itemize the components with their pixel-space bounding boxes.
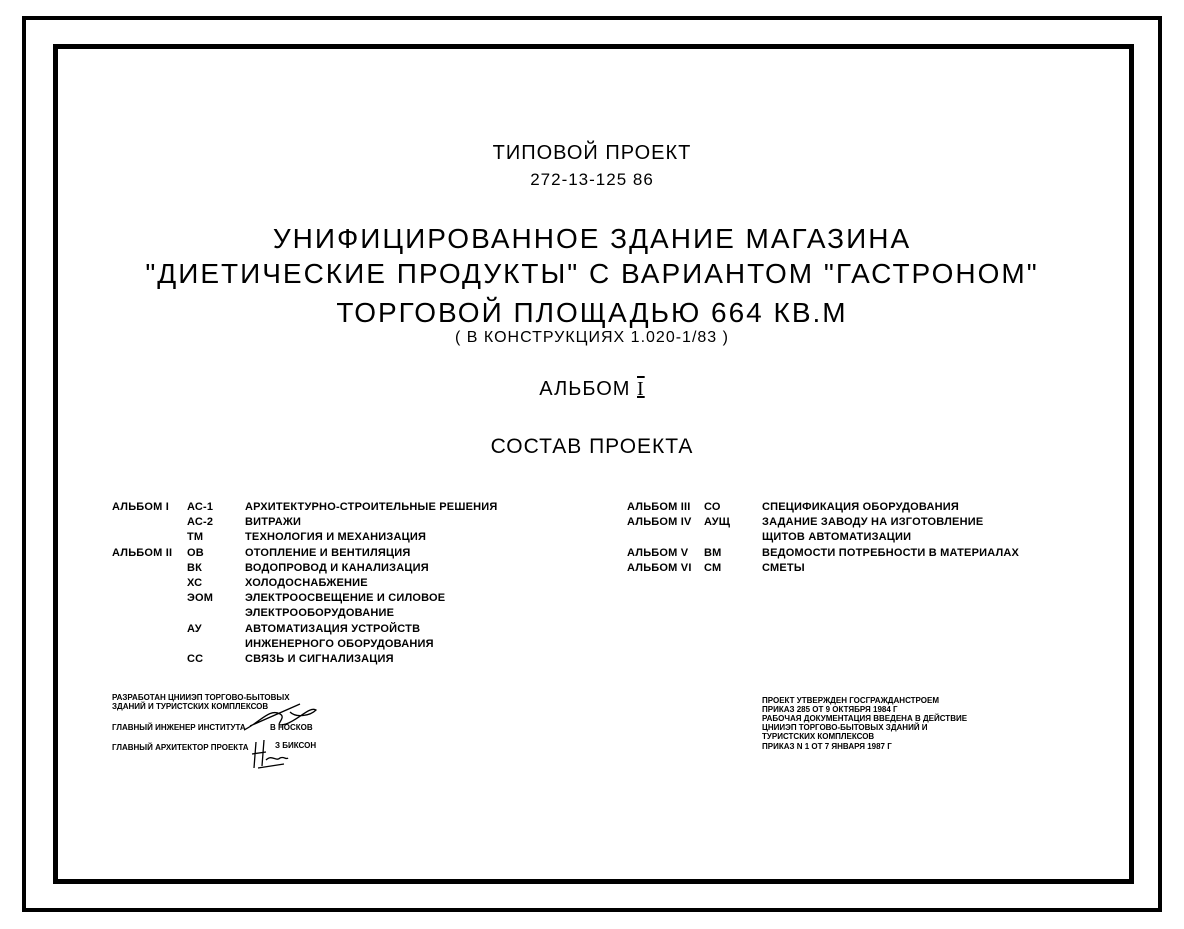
- composition-right-code: СМ: [704, 561, 722, 574]
- constructions-note: ( В КОНСТРУКЦИЯХ 1.020-1/83 ): [455, 329, 729, 346]
- approval-line-1: ПРОЕКТ УТВЕРЖДЕН ГОСГРАЖДАНСТРОЕМ: [762, 696, 939, 705]
- developer-line-1: РАЗРАБОТАН ЦНИИЭП ТОРГОВО-БЫТОВЫХ: [112, 693, 290, 702]
- composition-right-album: АЛЬБОМ VI: [627, 561, 692, 574]
- composition-left-code: ОВ: [187, 546, 204, 559]
- engineer-signature-icon: [240, 700, 320, 736]
- title-line-1: УНИФИЦИРОВАННОЕ ЗДАНИЕ МАГАЗИНА: [272, 223, 912, 254]
- composition-right-album: АЛЬБОМ IV: [627, 516, 692, 529]
- album-numeral: I: [637, 378, 645, 400]
- composition-left-desc: ТЕХНОЛОГИЯ И МЕХАНИЗАЦИЯ: [245, 531, 427, 544]
- composition-right-album: АЛЬБОМ III: [627, 501, 691, 513]
- composition-left-code: СС: [187, 653, 204, 665]
- composition-right-desc: СПЕЦИФИКАЦИЯ ОБОРУДОВАНИЯ: [762, 501, 959, 513]
- composition-left-desc: ХОЛОДОСНАБЖЕНИЕ: [245, 577, 368, 589]
- composition-left-desc: СВЯЗЬ И СИГНАЛИЗАЦИЯ: [245, 653, 394, 665]
- chief-architect-name: З БИКСОН: [275, 741, 317, 750]
- composition-right-code: ВМ: [704, 546, 722, 559]
- composition-left-desc: ВИТРАЖИ: [245, 516, 302, 529]
- composition-right-code: АУЩ: [704, 516, 731, 529]
- composition-left-desc: ОТОПЛЕНИЕ И ВЕНТИЛЯЦИЯ: [245, 546, 411, 559]
- composition-left-code: АС-2: [187, 516, 214, 529]
- developer-line-2: ЗДАНИЙ И ТУРИСТСКИХ КОМПЛЕКСОВ: [112, 702, 269, 711]
- composition-right-album: АЛЬБОМ V: [627, 546, 689, 559]
- chief-engineer-name: В НОСКОВ: [270, 723, 313, 732]
- composition-left-code: ХС: [187, 577, 203, 589]
- project-number: 272-13-125 86: [530, 170, 654, 189]
- composition-left-desc: ЭЛЕКТРООСВЕЩЕНИЕ И СИЛОВОЕ: [245, 592, 446, 605]
- chief-engineer-label: ГЛАВНЫЙ ИНЖЕНЕР ИНСТИТУТА: [112, 723, 246, 732]
- composition-left-code: ВК: [187, 561, 203, 574]
- composition-right-desc: ЩИТОВ АВТОМАТИЗАЦИИ: [762, 531, 912, 544]
- title-line-2: "ДИЕТИЧЕСКИЕ ПРОДУКТЫ" С ВАРИАНТОМ "ГАСТРОНОМ": [145, 258, 1039, 289]
- composition-left-album: АЛЬБОМ II: [112, 546, 173, 559]
- composition-left-desc: АРХИТЕКТУРНО-СТРОИТЕЛЬНЫЕ РЕШЕНИЯ: [245, 501, 498, 513]
- architect-signature-icon: [250, 738, 290, 772]
- composition-left-album: АЛЬБОМ I: [112, 501, 170, 513]
- approval-line-2: ПРИКАЗ 285 ОТ 9 ОКТЯБРЯ 1984 Г: [762, 705, 898, 714]
- composition-right-desc: ВЕДОМОСТИ ПОТРЕБНОСТИ В МАТЕРИАЛАХ: [762, 546, 1020, 559]
- composition-right-code: СО: [704, 501, 721, 513]
- composition-left-desc: АВТОМАТИЗАЦИЯ УСТРОЙСТВ: [245, 622, 421, 635]
- project-type: ТИПОВОЙ ПРОЕКТ: [492, 142, 692, 164]
- composition-left-desc: ЭЛЕКТРООБОРУДОВАНИЕ: [245, 607, 395, 620]
- approval-line-3: РАБОЧАЯ ДОКУМЕНТАЦИЯ ВВЕДЕНА В ДЕЙСТВИЕ: [762, 714, 968, 723]
- album-label: АЛЬБОМ: [539, 378, 631, 400]
- composition-left-code: АУ: [187, 622, 202, 635]
- approval-line-4: ЦНИИЭП ТОРГОВО-БЫТОВЫХ ЗДАНИЙ И: [762, 723, 928, 732]
- composition-left-desc: ВОДОПРОВОД И КАНАЛИЗАЦИЯ: [245, 561, 429, 574]
- title-line-3: ТОРГОВОЙ ПЛОЩАДЬЮ 664 КВ.М: [336, 297, 848, 328]
- composition-left-desc: ИНЖЕНЕРНОГО ОБОРУДОВАНИЯ: [245, 637, 434, 650]
- album-title: [0, 378, 1184, 401]
- composition-right-desc: ЗАДАНИЕ ЗАВОДУ НА ИЗГОТОВЛЕНИЕ: [762, 516, 984, 529]
- composition-left-code: ЭОМ: [187, 592, 214, 605]
- composition-right-desc: СМЕТЫ: [762, 561, 805, 574]
- composition-left-code: ТМ: [187, 531, 204, 544]
- composition-heading: СОСТАВ ПРОЕКТА: [490, 435, 694, 458]
- composition-left-code: АС-1: [187, 501, 214, 513]
- approval-line-5: ТУРИСТСКИХ КОМПЛЕКСОВ: [762, 732, 875, 741]
- chief-architect-label: ГЛАВНЫЙ АРХИТЕКТОР ПРОЕКТА: [112, 743, 249, 752]
- approval-line-6: ПРИКАЗ N 1 ОТ 7 ЯНВАРЯ 1987 Г: [762, 742, 892, 751]
